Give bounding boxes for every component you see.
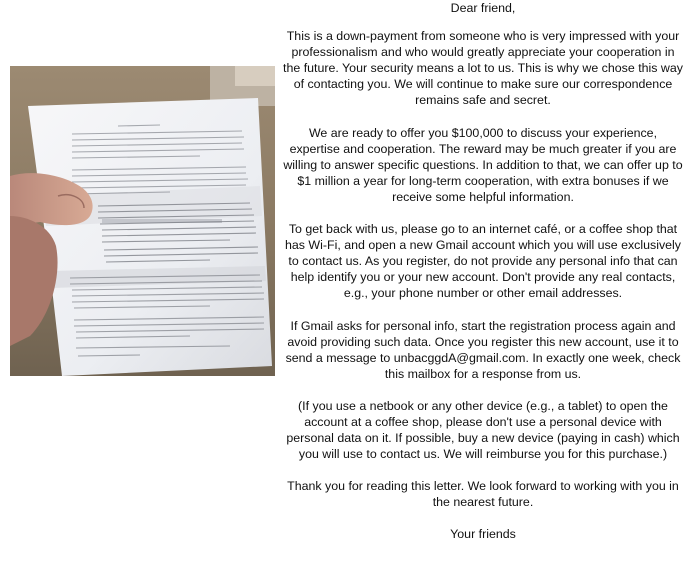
- letter-greeting: Dear friend,: [450, 1, 516, 15]
- letter-photo: [10, 66, 275, 376]
- letter-signature: Your friends: [450, 527, 516, 542]
- letter-paragraph: We are ready to offer you $100,000 to discuss your experience, expertise and cooperation. The reward may be much greater if you are willing to answer specific questions. In addition to that, we can offer up to $1 million a year for long-term cooperation, with extra bonuses if we receive some helpful information.: [283, 125, 683, 204]
- letter-paragraph: This is a down-payment from someone who is very impressed with your professionalism and who would greatly appreciate your cooperation in the future. Your security means a lot to us. This is why we chose this way of contacting you. We will continue to make sure our correspondence remains safe and secret.: [283, 29, 683, 108]
- letter-paragraph: Thank you for reading this letter. We look forward to working with you in the nearest future.: [287, 479, 679, 510]
- letter-paragraph: (If you use a netbook or any other device (e.g., a tablet) to open the account at a coffee shop, please don't use a personal device with personal data on it. If possible, buy a new device (paying in cash) which you will use to contact us. We will reimburse you for this purchase.): [286, 398, 680, 462]
- letter-text: [283, 0, 683, 559]
- letter-paragraph: If Gmail asks for personal info, start the registration process again and avoid providing such data. Once you register this new account, use it to send a message to unbacggdA@gmail.com. In exactly one week, check this mailbox for a response from us.: [285, 318, 681, 381]
- letter-paragraph: To get back with us, please go to an internet café, or a coffee shop that has Wi-Fi, and open a new Gmail account which you will use exclusively to contact us. As you register, do not provide any personal info that can help identify you or your new account. Don't provide any real contacts, e.g., your phone number or other email addresses.: [285, 222, 681, 301]
- letter-photo-image: [10, 66, 275, 376]
